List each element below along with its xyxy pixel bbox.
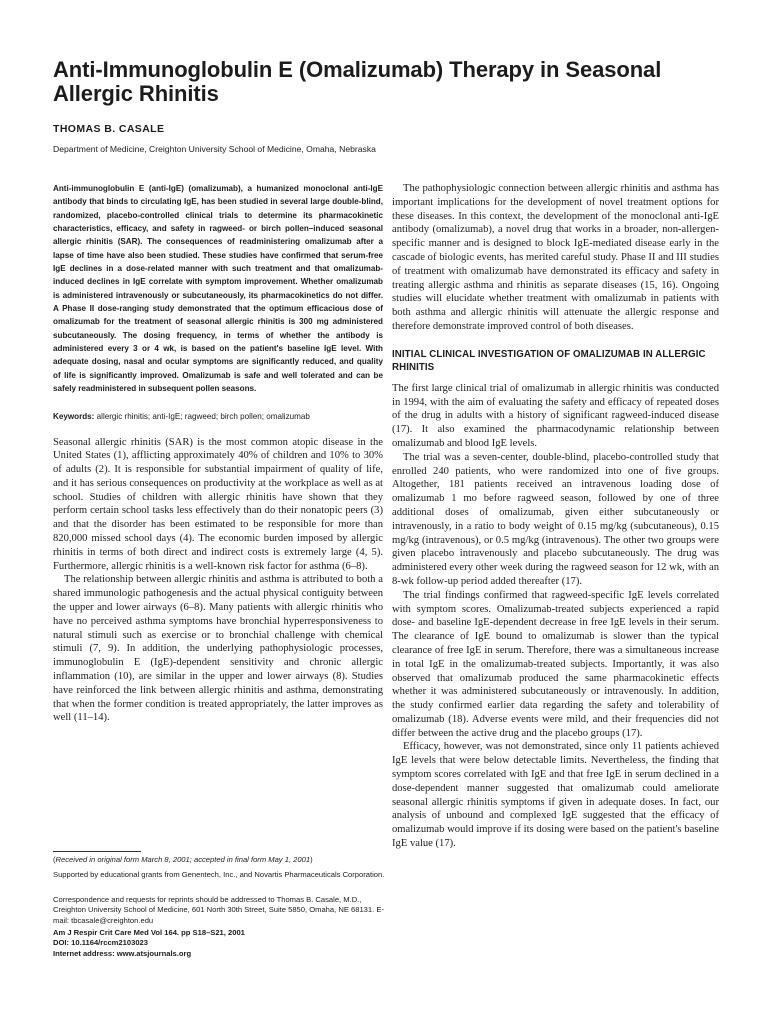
citation-journal: Am J Respir Crit Care Med Vol 164. pp S18–S21, 2001 xyxy=(53,928,245,937)
body-paragraph: The relationship between allergic rhinitis and asthma is attributed to both a shared immunologic pathogenesis and the actual physical contiguity between the upper and lower airways (6–8). Many patients with allergic rhinitis who have no perceived asthma symptoms have bronchial hyperresponsiveness to natural stimuli such as exercise or to bronchial challenge with chemical stimuli (7, 9). In addition, the underlying pathophysiologic processes, immunoglobulin E (IgE)-dependent sensitivity and chronic allergic inflammation (10), are similar in the upper and lower airways (8). Studies have reinforced the link between allergic rhinitis and asthma, demonstrating that when the former condition is treated appropriately, the latter improves as well (11–14). xyxy=(53,574,383,724)
citation-doi: DOI: 10.1164/rccm2103023 xyxy=(53,938,148,948)
keywords xyxy=(53,411,383,423)
keywords-label: Keywords: xyxy=(53,411,95,421)
author-affiliation: Department of Medicine, Creighton University School of Medicine, Omaha, Nebraska xyxy=(53,144,376,154)
body-paragraph: The trial was a seven-center, double-blind, placebo-controlled study that enrolled 240 patients, who were randomized into one of five groups. Altogether, 181 patients received an intravenous loading dose of omalizumab 1 mo before ragweed season, followed by one of three additional doses of omalizumab, given either subcutaneously or intravenously, in a ratio to body weight of 0.15 mg/kg (subcutaneous), 0.15 mg/kg (intravenous), or 0.5 mg/kg (intravenous). The other two groups were given placebo intravenously and placebo subcutaneously. The drug was administered every other week during the ragweed season for 12 wk, with an 8-wk follow-up period added thereafter (17). xyxy=(392,451,719,587)
received-dates-note: (Received in original form March 8, 2001; accepted in final form May 1, 2001) xyxy=(53,855,313,864)
author-name: THOMAS B. CASALE xyxy=(53,123,165,135)
footnote-divider xyxy=(53,851,141,852)
section-heading: INITIAL CLINICAL INVESTIGATION OF OMALIZUMAB IN ALLERGIC RHINITIS xyxy=(392,348,706,374)
body-paragraph: Seasonal allergic rhinitis (SAR) is the most common atopic disease in the United States (1), afflicting approximately 40% of children and 10% to 30% of adults (2). It is responsible for substantial impairment of quality of life, and it has serious consequences on productivity at the workplace as well as at school. Studies of children with allergic rhinitis have shown that they perform certain school tasks less effectively than do their nonatopic peers (3) and that the disorder has been estimated to be responsible for more than 820,000 missed school days (4). The economic burden imposed by allergic rhinitis in terms of both direct and indirect costs is extremely large (4, 5). Furthermore, allergic rhinitis is a well-known risk factor for asthma (6–8). xyxy=(53,436,383,572)
body-paragraph: The trial findings confirmed that ragweed-specific IgE levels correlated with symptom scores. Omalizumab-treated subjects experienced a rapid dose- and baseline IgE-dependent decrease in free IgE levels in their serum. The clearance of IgE bound to omalizumab is slower than the typical clearance of free IgE in serum. Therefore, there was a simultaneous increase in total IgE in the omalizumab-treated subjects. Importantly, it was also observed that omalizumab produced the same pharmacokinetic effects whether it was administered subcutaneously or intravenously. In addition, the study confirmed earlier data regarding the safety and tolerability of omalizumab (18). Adverse events were mild, and their frequencies did not differ between the active drug and the placebo groups (17). xyxy=(392,589,719,739)
body-paragraph: The pathophysiologic connection between allergic rhinitis and asthma has important implications for the development of novel treatment options for these diseases. In this context, the development of the monoclonal anti-IgE antibody (omalizumab), a novel drug that works in a broader, non-allergen-specific manner and is designed to block IgE-mediated disease early in the cascade of biologic events, has merited careful study. Phase II and III studies of treatment with omalizumab have demonstrated its efficacy and safety in treating allergic asthma and rhinitis as separate diseases (15, 16). Ongoing studies will elucidate whether treatment with omalizumab in patients with both asthma and allergic rhinitis will attenuate the allergic response and therefore demonstrate improved control of both diseases. xyxy=(392,183,719,332)
journal-citation xyxy=(53,928,385,959)
correspondence-note: Correspondence and requests for reprints should be addressed to Thomas B. Casale, M.D., Creighton University School of Medicine, 601 North 30th Street, Suite 5850, Omaha, NE 68131. E-mail: tbcasale@creighton.edu xyxy=(53,895,384,925)
left-column xyxy=(53,182,383,725)
article-title: Anti-Immunoglobulin E (Omalizumab) Therapy in Seasonal Allergic Rhinitis xyxy=(53,57,662,106)
right-column xyxy=(392,182,719,851)
abstract: Anti-immunoglobulin E (anti-IgE) (omalizumab), a humanized monoclonal anti-IgE antibody that binds to circulating IgE, has been studied in several large double-blind, randomized, placebo-controlled clinical trials to determine its pharmacokinetic characteristics, efficacy, and safety in ragweed- or birch pollen–induced seasonal allergic rhinitis (SAR). The consequences of readministering omalizumab after a lapse of time have also been studied. These studies have confirmed that serum-free IgE declines in a dose-related manner with such treatment and that omalizumab-induced declines in IgE correlate with symptom improvement. Whether omalizumab is administered intravenously or subcutaneously, its pharmacokinetics do not differ. A Phase II dose-ranging study demonstrated that the optimum efficacious dose of omalizumab for the treatment of seasonal allergic rhinitis is 300 mg administered subcutaneously. The dosing frequency, in terms of whether the antibody is administered every 3 or 4 wk, is based on the patient's baseline IgE level. With adequate dosing, nasal and ocular symptoms are significantly reduced, and quality of life is significantly improved. Omalizumab is safe and well tolerated and can be safely readministered in subsequent pollen seasons. xyxy=(53,184,383,394)
citation-url[interactable]: Internet address: www.atsjournals.org xyxy=(53,948,192,958)
body-paragraph: Efficacy, however, was not demonstrated, since only 11 patients achieved IgE levels that were below detectable limits. Nevertheless, the finding that symptom scores correlated with IgE and that free IgE in serum declined in a dose-dependent manner suggested that omalizumab could ameliorate seasonal allergic rhinitis symptoms if given in adequate doses. In fact, our analysis of unbound and complexed IgE suggested that the efficacy of omalizumab would improve if its dosing were based on the patient's baseline IgE value (17). xyxy=(392,741,719,850)
keywords-text: allergic rhinitis; anti-IgE; ragweed; birch pollen; omalizumab xyxy=(96,411,310,421)
body-paragraph: The first large clinical trial of omalizumab in allergic rhinitis was conducted in 1994, with the aim of evaluating the safety and efficacy of repeated doses of the drug in adults with a history of significant ragweed-induced disease (17). It also examined the pharmacodynamic relationship between omalizumab and blood IgE levels. xyxy=(392,382,719,449)
funding-note: Supported by educational grants from Genentech, Inc., and Novartis Pharmaceuticals Corporation. xyxy=(53,870,385,879)
